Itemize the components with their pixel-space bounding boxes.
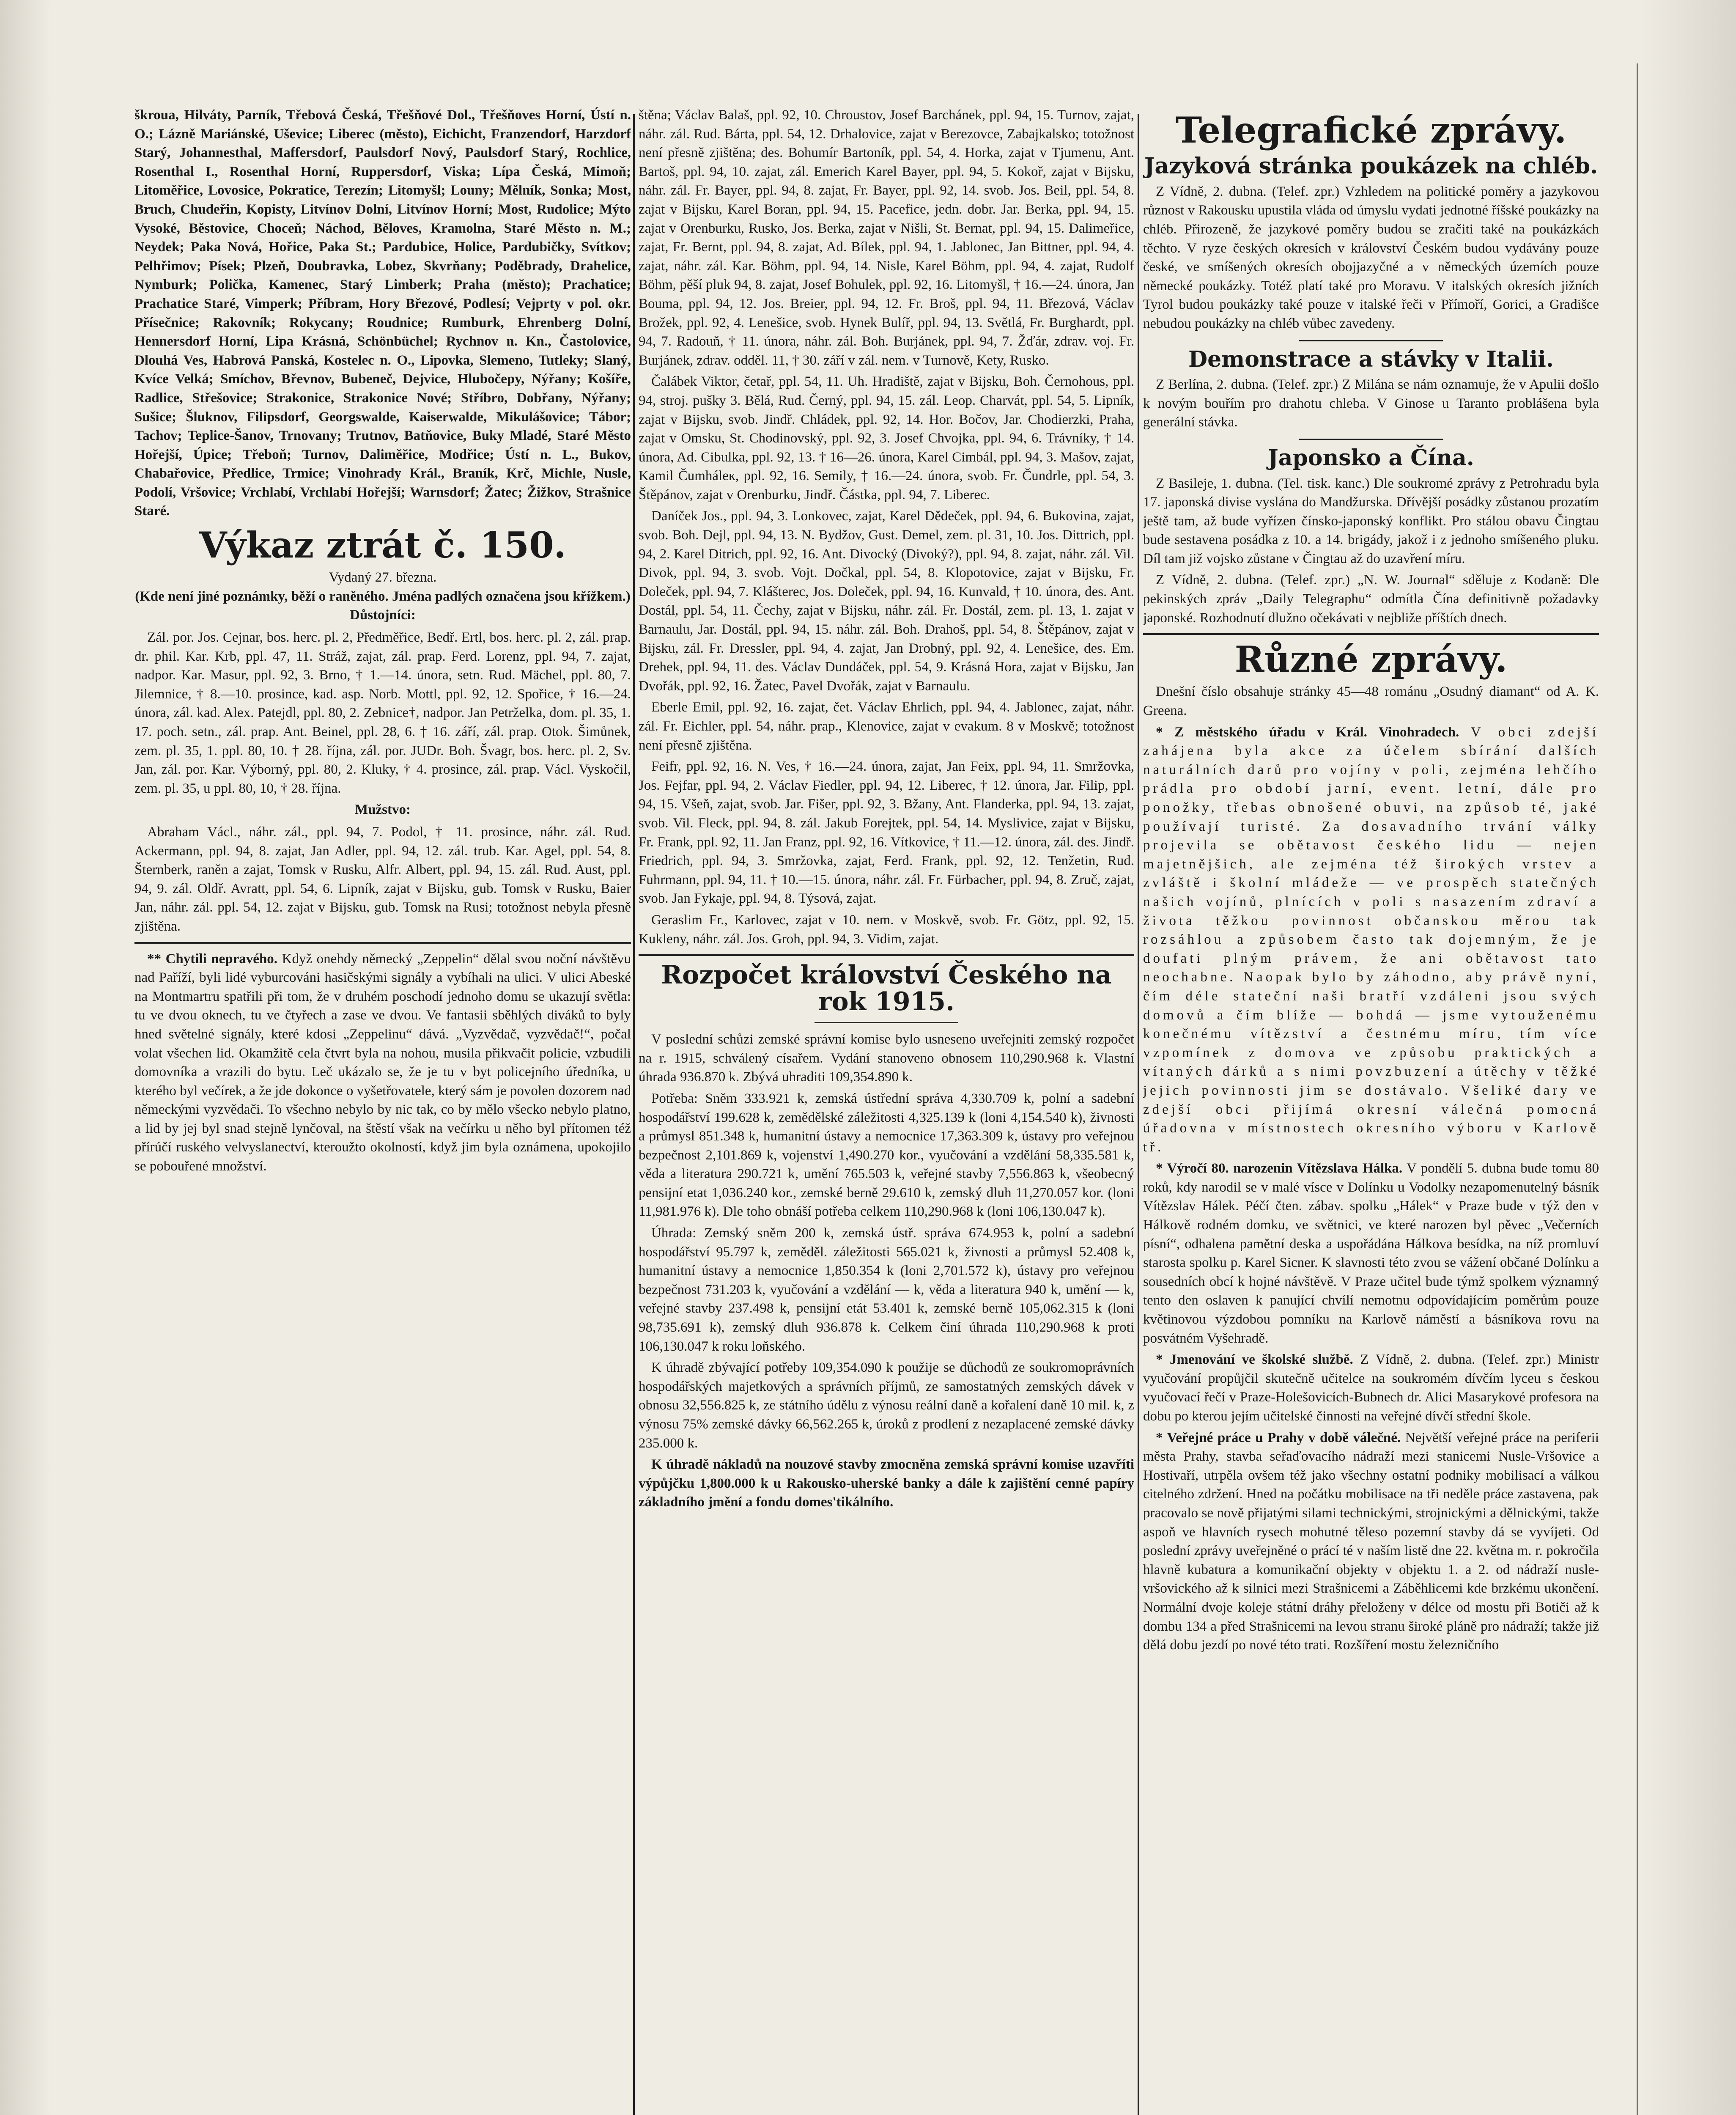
losses-continuation-4: Eberle Emil, ppl. 92, 16. zajat, čet. Václav Ehrlich, ppl. 94, 4. Jablonec, zajat, náhr. zál. Fr. Eichler, ppl. 54, náhr. prap., Klenovice, zajat v evakum. 8 v Moskvě; totožnost není přesně zjištěna. <box>639 700 1134 753</box>
margin-rule <box>1637 63 1638 2115</box>
budget-paragraph-1: V poslední schůzi zemské správní komise bylo usneseno uveřejniti zemský rozpočet na r. 1915, schválený císařem. Vydání stanoveno obnosem 110,290.968 k. Vlastní úhrada 936.870 k. Zbývá uhraditi 109,354.890 k. <box>639 1032 1134 1085</box>
section-divider <box>639 954 1134 956</box>
section-divider <box>1299 439 1443 440</box>
zeppelin-text: Když onehdy německý „Zeppelin“ dělal svou noční návštěvu nad Paříží, byli lidé vyburcováni hasičskými signály a vybíhali na ulici. V ulici Abeské na Montmartru spatřili při tom, že v druhém poschodí jednoho domu se ukazují světla: tu ve dvou oknech, tu ve čtyřech a zase ve dvou. Ve fantasii sběhlých diváků to byly hned světelné signály, které kdosi „Zeppelinu“ dává. „Vyzvědač, vyzvědač!“, počal volat všechen lid. Okamžitě cela čtvrt byla na nohou, musila přikvačit policie, vzbudili domovníka a vrazili do bytu. Leč ukázalo se, že je tu v byt policejního úředníka, u kterého byl večírek, a že jde dokonce o vyšetřovatele, který sám je povolen dozorem nad německými vyzvědači. To všechno nebylo by nic tak, co by mělo všecko nebylo platno, a lid by jej byl snad stejně lynčoval, na štěstí však na večírku u něho byl přítomen též přírúčí ruského velvyslanectví, kteroužto okolností, když jim byla oznámena, upokojilo se pobouřené množství. <box>134 951 631 1174</box>
column-rule-1 <box>633 114 635 2115</box>
italy-paragraph: Z Berlína, 2. dubna. (Telef. zpr.) Z Milána se nám oznamuje, že v Apulii došlo k novým bouřím pro drahotu chleba. V Ginose u Taranto problášena byla generální stávka. <box>1143 377 1599 430</box>
column-rule-2 <box>1138 114 1139 2115</box>
zeppelin-title: ** Chytili nepravého. <box>147 951 278 967</box>
section-divider <box>1299 340 1443 341</box>
budget-headline: Rozpočet království Českého na rok 1915. <box>661 960 1112 1017</box>
telegraph-paragraph: Z Vídně, 2. dubna. (Telef. zpr.) Vzhledem na politické poměry a jazykovou různost v Rakousku upustila vláda od úmyslu vydati jednotné říšské poukázky na chléb. Přirozeně, že jazykové poměry budou se zračiti také na poukázkách těchto. V ryze českých okresích v království Českém budou vydávány pouze české, ve smíšených okresích obojjazyčné a v německých územích pouze německé poukázky. Totéž platí také pro Moravu. V italských okresích jižních Tyrol budou poukázky také pouze v italské řeči v Přímoří, Gorici, a Gradišce nebudou poukázky na chléb vůbec zavedeny. <box>1143 184 1599 331</box>
scan-edge-left <box>0 0 51 2115</box>
losses-continuation-6: Geraslim Fr., Karlovec, zajat v 10. nem. v Moskvě, svob. Fr. Götz, ppl. 92, 15. Kukleny, náhr. zál. Jos. Groh, ppl. 94, 3. Vidim, zajat. <box>639 912 1134 947</box>
budget-paragraph-4: K úhradě zbývající potřeby 109,354.090 k použije se důchodů ze soukromoprávních hospodářských majetkových a správních příjmů, ze samostatných zemských dávek v obnosu 32,556.825 k, ze státního údělu z výnosu reální daně a kořalení daně 10 mil. k, z výnosu 75% zemské dávky 66,562.265 k, úroků z prodlení z nezaplacené zemské dávky 235.000 k. <box>639 1360 1134 1451</box>
misc-item-2-title: * Z městského úřadu v Král. Vinohradech. <box>1156 724 1459 740</box>
misc-item-5-text: Největší veřejné práce na periferii města Prahy, stavba seřaďovacího nádraží mezi stanicemi Nusle-Vršovice a Hostivaří, utrpěla ovšem též jako všechny ostatní podniky mobilisací a válkou citelného zdržení. Hned na počátku mobilisace na tři neděle práce zastavena, pak pracovalo se nově přijatými silami technickými, strojnickými a dělnickými, takže aspoň ve hlavních rysech mohutné těleso pozemní stavby dá se vyvíjeti. Od poslední zprávy uveřejněné o prácí té v naším listě dne 22. května m. r. pokročila hlavně kubatura a komunikační objekty v objektu 1. a 2. od nádraží nusle-vršovického až k silnici mezi Strašnicemi a Záběhlicemi kde brzkému ukončení. Normální dvoje koleje státní dráhy přeloženy v délce od mostu při Botiči až k dombu 134 a před Strašnicemi na levou stranu široké pláně pro nádraží; takže již dělá dobu jezdí po nové této trati. Rozšíření mostu železničního <box>1143 1430 1599 1653</box>
losses-issued: Vydaný 27. března. <box>329 570 437 585</box>
telegraph-subheadline: Jazyková stránka poukázek na chléb. <box>1144 153 1598 179</box>
telegraph-headline: Telegrafické zprávy. <box>1175 109 1567 151</box>
misc-item-4-title: * Jmenování ve školské službě. <box>1156 1352 1353 1368</box>
misc-item-5-title: * Veřejné práce u Prahy v době válečné. <box>1156 1430 1401 1445</box>
italy-headline: Demonstrace a stávky v Italii. <box>1188 346 1554 372</box>
budget-paragraph-2: Potřeba: Sněm 333.921 k, zemská ústřední správa 4,330.709 k, polní a sadební hospodářství 199.628 k, zemědělské záležitosti 4,325.139 k (loni 4,154.540 k), živnosti a průmysl 851.348 k, humanitní ústavy a nemocnice 17,363.309 k, ústavy pro veřejnou bezpečnost 2,101.869 k, vojenství 1,490.270 kor., vyučování a vzdělání 58,335.581 k, věda a literatura 290.721 k, umění 765.503 k, veřejné stavby 7,556.863 k, všeobecný pensijní etat 1,036.240 kor., zemské berně 29.610 k, zemský dluh 11,270.057 kor. (loni 11,981.976 k). Dle toho obnáší potřeba celkem 110,290.968 k (loni 106,130.047 k). <box>639 1090 1134 1220</box>
misc-item-4-text: Z Vídně, 2. dubna. (Telef. zpr.) Ministr vyučování propůjčil skutečně učitelce na soukromém dívčím lyceu s českou vyučovací řečí v Praze-Holešovicích-Bubnech dr. Alici Masarykové profesora na dobu po kterou jejím učitelské činnosti na veřejné dívčí střední škole. <box>1143 1352 1599 1424</box>
officers-text: Zál. por. Jos. Cejnar, bos. herc. pl. 2, Předměřice, Bedř. Ertl, bos. herc. pl. 2, zál. prap. dr. phil. Kar. Krb, ppl. 47, 11. Stráž, zajat, zál. prap. Ferd. Lorenz, ppl. 94, 7. zajat, nadpor. Kar. Masur, ppl. 92, 3. Brno, † 1.—14. února, setn. Rud. Mächel, ppl. 80, 7. Jilemnice, † 8.—10. prosince, kad. asp. Norb. Mottl, ppl. 92, 12. Spořice, † 16.—24. února, zál. kad. Alex. Patejdl, ppl. 80, 2. Zebnice†, nadpor. Jan Petrželka, dom. pl. 35, 1. 17. poch. setn., zál. prap. Ant. Beinel, ppl. 28, 6. † 16. září, zál. prap. Otok. Šimůnek, zem. pl. 35, 1. ppl. 80, 10. † 28. října, zál. por. JUDr. Boh. Švagr, bos. herc. pl. 2, Sv. Jan, zál. por. Kar. Výborný, ppl. 80, 2. Kluky, † 4. prosince, zál. prap. Václ. Vyskočil, zem. pl. 35, u ppl. 80, 10, † 28. října. <box>134 630 631 796</box>
losses-continuation-2: Čalábek Viktor, četař, ppl. 54, 11. Uh. Hradiště, zajat v Bijsku, Boh. Černohous, ppl. 94, stroj. pušky 3. Bělá, Rud. Černý, ppl. 94, 15. zál. Leop. Charvát, ppl. 54, 5. Lipník, zajat v Bijsku, svob. Jindř. Chládek, ppl. 92, 14. Hor. Bočov, Jar. Chodierzki, Praha, zajat v Omsku, St. Chodinovský, ppl. 92, 3. Josef Chvojka, ppl. 94, 6. Trávníky, † 14. února, Ad. Cibulka, ppl. 92, 13. † 16—26. února, Karel Cimbál, ppl. 94, 3. Mašov, zajat, Kamil Čumháleк, ppl. 92, 16. Semily, † 16.—24. února, svob. Fr. Čundrle, ppl. 54, 3. Štěpánov, zajat v Orenburku, Jindř. Částka, ppl. 94, 7. Liberec. <box>639 374 1134 503</box>
losses-headline: Výkaz ztrát č. 150. <box>199 524 566 566</box>
section-divider <box>1143 633 1599 635</box>
losses-continuation-3: Daníček Jos., ppl. 94, 3. Lonkovec, zajat, Karel Dědeček, ppl. 94, 6. Bukovina, zajat, svob. Boh. Dejl, ppl. 94, 13. N. Bydžov, Gust. Demel, zem. pl. 31, 10. Jos. Dittrich, ppl. 94, 2. Karel Ditrich, ppl. 92, 16. Ant. Divocký (Divoký?), ppl. 94, 8. zajat, náhr. zál. Vil. Divok, ppl. 94, 3. svob. Vojt. Dočkal, ppl. 54, 8. Klopotovice, zajat v Bijsku, Fr. Doleček, ppl. 94, 7. Klášterec, Jos. Doleček, ppl. 94, 16. Kunvald, † 10. února, des. Ant. Dostál, ppl. 54, 11. Čechy, zajat v Bijsku, náhr. zál. Fr. Dostál, zem. pl. 13, 1. zajat v Barnaulu, Jar. Dostál, ppl. 94, 15. náhr. zál. Boh. Drahoš, ppl. 54, 8. Štěpánov, zajat v Bijsku, zál. Fr. Dressler, ppl. 94, 4. zajat, Jan Drobný, ppl. 92, 4. Lenešice, des. Em. Drehek, ppl. 94, 11. des. Václav Dundáček, ppl. 54, 9. Krásná Hora, zajat v Bijsku, Jan Dvořák, ppl. 92, 16. Žatec, Pavel Dvořák, zajat v Barnaulu. <box>639 508 1134 694</box>
officers-heading: Důstojníci: <box>350 607 416 623</box>
misc-item-3-text: V pondělí 5. dubna bude tomu 80 roků, kdy narodil se v malé vísce v Dolínku u Vodolky nezapomenutelný básník Vítězslav Hálek. Péčí čten. zábav. spolku „Hálek“ v Praze bude v týž den v Hálkově rodném domku, ve světnici, ve které narozen byl pěvec „Večerních písní“, odhalena pamětní deska a uspořádána Hálkova besídka, na níž promluví starosta spolku p. Karel Sicner. K slavnosti této zvou se vážení občané Dolínku a sousedních obcí k hojné návštěvě. V Praze učitel bude týmž spolkem významný tento den oslaven k panující chvílí nemotnu odpovídajícím poměrům pouze květinovou výzdobou pomníku na Karlově náměstí a básníkova rovu na posvátném Vyšehradě. <box>1143 1161 1599 1346</box>
losses-note: (Kde není jiné poznámky, běží o raněného. Jména padlých označena jsou křížkem.) <box>135 588 631 604</box>
japan-headline: Japonsko a Čína. <box>1268 445 1474 471</box>
scan-edge-right <box>1639 0 1736 2115</box>
budget-paragraph-5: K úhradě nákladů na nouzové stavby zmocněna zemská správní komise uzavříti výpůjčku 1,800.000 k u Rakousko-uherské banky a dále k zajištění cenné papíry základního jmění a fondu domes'tikálního. <box>639 1457 1134 1510</box>
losses-continuation-5: Feifr, ppl. 92, 16. N. Ves, † 16.—24. února, zajat, Jan Feix, ppl. 94, 11. Smržovka, Jos. Fejfar, ppl. 94, 2. Václav Fiedler, ppl. 94, 12. Liberec, † 12. února, Jar. Filip, ppl. 94, 15. Všeň, zajat, svob. Jar. Fišer, ppl. 92, 3. Bžany, Ant. Flanderka, ppl. 94, 13. zajat, svob. Vil. Fleck, ppl. 94, 8. zál. Jakub Forejtek, ppl. 54, 14. Myslivice, zajat v Bijsku, Fr. Frank, ppl. 92, 11. Jan Franz, ppl. 92, 16. Vítkovice, † 11.—12. února, zál. des. Jindř. Friedrich, ppl. 94, 3. Smržovka, zajat, Ferd. Frank, ppl. 92, 12. Tenžetin, Rud. Fuhrmann, ppl. 94, 11. † 10.—15. února, náhr. zál. Fr. Fürbacher, ppl. 94, 8. Zruč, zajat, svob. Jan Fykaje, ppl. 94, 8. Týsová, zajat. <box>639 759 1134 906</box>
column-1 <box>134 106 631 2115</box>
place-list: škroua, Hilváty, Parník, Třebová Česká, Třešňové Dol., Třešňoves Horní, Ústí n. O.; Lázně Mariánské, Uševice; Liberec (město), Eichicht, Franzendorf, Harzdorf Starý, Johannesthal, Maffersdorf, Paulsdorf Nový, Paulsdorf Starý, Rochlice, Rosenthal I., Rosenthal Horní, Ruppersdorf, Viska; Lípa Česká, Mimoň; Litoměřice, Lovosice, Pokratice, Terezín; Litomyšl; Louny; Mělník, Sonka; Most, Bruch, Chudeřin, Kopisty, Litvínov Dolní, Litvínov Horní; Most, Rudolice; Mýto Vysoké, Běstovice, Choceň; Náchod, Běloves, Kramolna, Staré Město n. M.; Neydek; Paka Nová, Hořice, Paka St.; Pardubice, Holice, Pardubičky, Svítkov; Pelhřimov; Písek; Plzeň, Doubravka, Lobez, Skvrňany; Poděbrady, Drahelice, Nymburk; Polička, Kamenec, Starý Limberk; Praha (město); Prachatice; Prachatice Staré, Vimperk; Příbram, Hory Březové, Podlesí; Vejprty v pol. okr. Přísečnice; Rakovník; Rokycany; Roudnice; Rumburk, Ehrenberg Dolní, Hennersdorf Horní, Lipa Krásná, Schönbüchel; Rychnov n. Kn., Častolovice, Dlouhá Ves, Habrová Panská, Kostelec n. O., Lipovka, Slemeno, Tutleky; Slaný, Kvíce Velká; Smíchov, Břevnov, Bubeneč, Dejvice, Hlubočepy, Nýřany; Košíře, Radlice, Střešovice; Strakonice, Strakonice Nové; Stříbro, Dobřany, Nýřany; Sušice; Šluknov, Filipsdorf, Georgswalde, Kaiserwalde, Mikulášovice; Tábor; Tachov; Teplice-Šanov, Trnovany; Trutnov, Batňovice, Buky Mladé, Staré Město Hořejší, Úpice; Třeboň; Turnov, Daliměřice, Modřice; Ústí n. L., Bukov, Chabařovice, Předlice, Trmice; Vinohrady Král., Braník, Krč, Michle, Nusle, Podolí, Vršovice; Vrchlabí, Vrchlabí Hořejší; Warnsdorf; Žatec; Žižkov, Strašnice Staré. <box>134 107 631 519</box>
men-text: Abraham Václ., náhr. zál., ppl. 94, 7. Podol, † 11. prosince, náhr. zál. Rud. Ackermann, ppl. 94, 8. zajat, Jan Adler, ppl. 94, 12. zál. trub. Kar. Agel, ppl. 54, 8. Šternberk, raněn a zajat, Tomsk v Rusku, Alfr. Albert, ppl. 94, 15. zál. Rud. Aust, ppl. 94, 9. zál. Oldř. Avratt, ppl. 54, 6. Lipník, zajat v Bijsku, gub. Tomsk v Rusku, Baier Jan, náhr. zál. ppl. 54, 12. zajat v Bijsku, gub. Tomsk na Rusi; totožnost nebyla přesně zjištěna. <box>134 824 631 934</box>
column-2 <box>639 106 1134 2115</box>
column-3 <box>1143 106 1599 2115</box>
budget-paragraph-3: Úhrada: Zemský sněm 200 k, zemská ústř. správa 674.953 k, polní a sadební hospodářství 95.797 k, zeměděl. záležitosti 565.021 k, živnosti a průmysl 52.408 k, humanitní ústavy a nemocnice 1,850.354 k (loni 2,701.572 k), ústavy pro veřejnou bezpečnost 731.203 k, vyučování a vzdělání — k, věda a literatura 940 k, umění — k, veřejné stavby 237.498 k, pensijní etát 53.401 k, zemské berně 105,062.315 k (loni 98,735.691 k), zemský dluh 936.878 k. Celkem činí úhrada 110,290.968 k proti 106,130.047 k roku loňského. <box>639 1225 1134 1354</box>
misc-item-2-text: V obci zdejší zahájena byla akce za účelem sbírání dalších naturálních darů pro vojíny v poli, zejména lehčího prádla pro období jarní, event. letní, dále pro ponožky, třebas obnošené obuvi, na způsob té, jaké používají turisté. Za dosavadního trvání války projevila se obětavost českého lidu — nejen majetnějšich, ale zejména též širokých vrstev a zvláště i školní mládeže — ve prospěch statečných našich vojínů, plnících v poli s nasazením zdraví a života těžkou povinnost občanskou měrou tak rozsáhlou a způsobem často tak dojemným, že je doufati plným právem, že ani obětavost tato neochabne. Naopak bylo by záhodno, aby právě nyní, čím déle stateční naši bratří vzdáleni jsou svých domovů a čím blíže — bohdá — jsme vytouženému konečnému vítězství a čestnému míru, tím více vzpomínek z domova ve způsobu praktických a vítaných dárků a s nimi povzbuzení a útěchy v těžké jejich povinnosti jim se dostávalo. Všeliké dary ve zdejší obci přijímá okresní válečná pomocná úřadovna v místnostech okresního výboru v Karlově tř. <box>1143 724 1599 1155</box>
japan-paragraph-2: Z Vídně, 2. dubna. (Telef. zpr.) „N. W. Journal“ sděluje z Kodaně: Dle pekinských zpráv „Daily Telegraphu“ odmítla Čína definitivně požadavky japonské. Rozhodnutí dlužno očekávati v nejbliže příštích dnech. <box>1143 572 1599 626</box>
misc-paragraph-1: Dnešní číslo obsahuje stránky 45—48 románu „Osudný diamant“ od A. K. Greena. <box>1143 684 1599 719</box>
losses-continuation-1: štěna; Václav Balaš, ppl. 92, 10. Chroustov, Josef Barchánek, ppl. 94, 15. Turnov, zajat, náhr. zál. Rud. Bárta, ppl. 54, 12. Drhalovice, zajat v Berezovce, Zabajkalsko; totožnost není přesně zjištěna; des. Bohumír Bartoník, ppl. 54, 4. Horka, zajat v Tjumenu, Ant. Bartoš, ppl. 94, 10. zajat, zál. Emerich Karel Bayer, ppl. 94, 5. Kokoř, zajat v Bijsku, náhr. zál. Fr. Bayer, ppl. 94, 8. zajat, Fr. Bayer, ppl. 92, 14. svob. Jos. Beil, ppl. 54, 8. zajat v Bijsku, Karel Boran, ppl. 94, 15. Pacefice, jedn. dobr. Jar. Berka, ppl. 94, 15. zajat v Orenburku, Rusko, Jos. Berka, zajat v Nišli, St. Bernat, ppl. 94, 15. Dalimeřice, zajat, Fr. Bernt, ppl. 94, 8. zajat, Ad. Bílek, ppl. 94, 1. Jablonec, Jan Bittner, ppl. 94, 4. zajat, náhr. zál. Kar. Böhm, ppl. 94, 14. Nisle, Karel Böhm, ppl. 94, 4. zajat, Rudolf Böhm, pěší pluk 94, 8. zajat, Josef Bohulek, ppl. 92, 16. Litomyšl, † 16.—24. února, Jan Bouma, ppl. 94, 12. Jos. Breier, ppl. 94, 12. Fr. Broš, ppl. 94, 11. Březová, Václav Brožek, ppl. 92, 4. Lenešice, svob. Hynek Bulíř, ppl. 94, 13. Světlá, Fr. Burghardt, ppl. 94, 7. Radouň, † 11. února, náhr. zál. Boh. Burjánek, ppl. 94, 7. Žďár, zdrav. voj. Fr. Burjánek, zdrav. odděl. 11, † 30. září v zál. nem. v Turnově, Kety, Rusko. <box>639 107 1134 368</box>
headline-rule <box>815 1022 958 1023</box>
misc-item-3-title: * Výročí 80. narozenin Vítězslava Hálka. <box>1156 1161 1403 1176</box>
misc-headline: Různé zprávy. <box>1234 638 1508 681</box>
japan-paragraph-1: Z Basileje, 1. dubna. (Tel. tisk. kanc.) Dle soukromé zprávy z Petrohradu byla 17. japonská divise vyslána do Mandžurska. Dřívější posádky zůstanou prozatím ještě tam, až bude vyřízen čínsko-japonský konflikt. Pro stálou obavu Čingtau bude sestavena posádka z 10. a 14. brigády, jakož i z jednoho smíšeného pluku. Díl tam již vojsko zůstane v Čingtau až do uzavření míru. <box>1143 475 1599 566</box>
section-divider <box>134 942 631 944</box>
men-heading: Mužstvo: <box>355 802 411 818</box>
